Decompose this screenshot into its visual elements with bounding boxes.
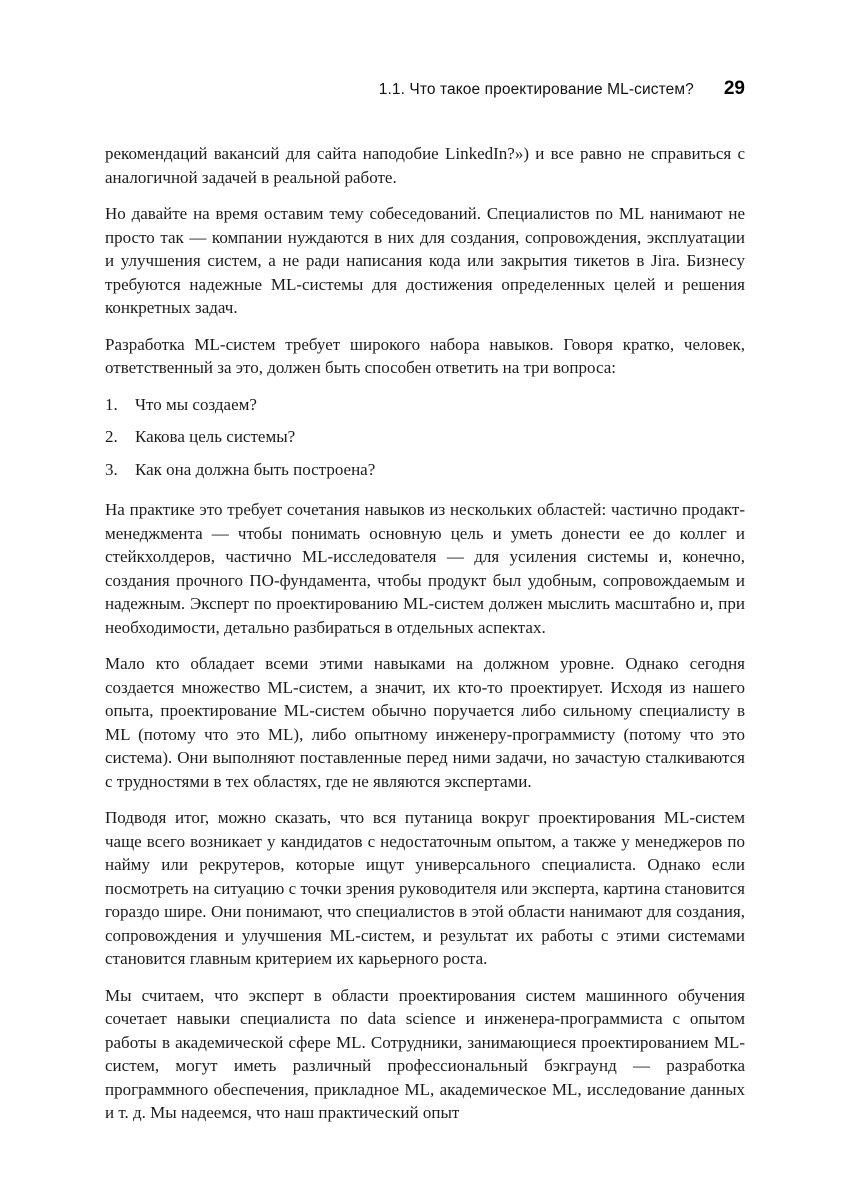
list-item [105, 458, 745, 482]
list-item [105, 425, 745, 449]
page-header [105, 78, 745, 100]
list-item-number: 3. [105, 459, 118, 479]
paragraph-1: рекомендаций вакансий для сайта наподобие LinkedIn?») и все равно не справиться с аналогичной задачей в реальной работе. [105, 144, 745, 187]
page-body [105, 142, 745, 1125]
running-head-section-title: 1.1. Что такое проектирование ML-систем? [378, 81, 694, 98]
list-item-text: Как она должна быть построена? [135, 459, 376, 479]
list-item-number: 2. [105, 427, 118, 446]
list-item-text: Что мы создаем? [135, 394, 257, 414]
paragraph-3: Разработка ML-систем требует широкого набора навыков. Говоря кратко, человек, ответственный за это, должен быть способен ответить на три вопроса: [105, 334, 745, 377]
paragraph-6: Подводя итог, можно сказать, что вся путаница вокруг проектирования ML-систем чаще всего возникает у кандидатов с недостаточным опытом, а также у менеджеров по найму или рекрутеров, которые ищут универсального специалиста. Однако если посмотреть на ситуацию с точки зрения руководителя или эксперта, картина становится гораздо шире. Они понимают, что специалистов в этой области нанимают для создания, сопровождения и улучшения ML-систем, и результат их работы с этими системами становится главным критерием их карьерного роста. [105, 808, 745, 968]
question-list [105, 393, 745, 482]
paragraph-5: Мало кто обладает всеми этими навыками на должном уровне. Однако сегодня создается множество ML-систем, а значит, их кто-то проектирует. Исходя из нашего опыта, проектирование ML-систем обычно поручается либо сильному специалисту в ML (потому что это ML), либо опытному инженеру-программисту (потому что это система). Они выполняют поставленные перед ними задачи, но зачастую сталкиваются с трудностями в тех областях, где не являются экспертами. [105, 654, 745, 791]
paragraph-7: Мы считаем, что эксперт в области проектирования систем машинного обучения сочетает навыки специалиста по data science и инженера-программиста с опытом работы в академической сфере ML. Сотрудники, занимающиеся проектированием ML-систем, могут иметь различный профессиональный бэкграунд — разработка программного обеспечения, прикладное ML, академическое ML, исследование данных и т. д. Мы надеемся, что наш практический опыт [105, 985, 745, 1122]
list-item-number: 1. [105, 394, 118, 414]
list-item [105, 393, 745, 417]
list-item-text: Какова цель системы? [135, 427, 296, 446]
paragraph-4: На практике это требует сочетания навыков из нескольких областей: частично продакт-менеджмента — чтобы понимать основную цель и уметь донести ее до коллег и стейкхолдеров, частично ML-исследователя — для усиления системы и, конечно, создания прочного ПО-фундамента, чтобы продукт был удобным, сопровождаемым и надежным. Эксперт по проектированию ML-систем должен мыслить масштабно и, при необходимости, детально разбираться в отдельных аспектах. [105, 500, 745, 637]
paragraph-2: Но давайте на время оставим тему собеседований. Специалистов по ML нанимают не просто так — компании нуждаются в них для создания, сопровождения, эксплуатации и улучшения систем, а не ради написания кода или закрытия тикетов в Jira. Бизнесу требуются надежные ML-системы для достижения определенных целей и решения конкретных задач. [105, 204, 745, 317]
page-number: 29 [723, 78, 745, 99]
